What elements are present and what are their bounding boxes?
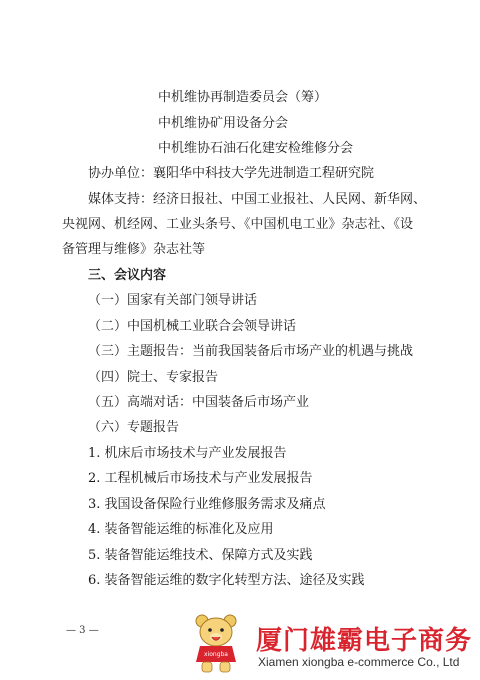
topic-item-6: 6. 装备智能运维的数字化转型方法、途径及实践 <box>88 573 365 588</box>
agenda-item-6: （六）专题报告 <box>88 420 180 435</box>
company-name-cn: 厦门雄霸电子商务 <box>256 626 473 656</box>
agenda-item-2: （二）中国机械工业联合会领导讲话 <box>88 319 297 334</box>
bear-mascot-logo <box>190 612 242 674</box>
agenda-item-5: （五）高端对话：中国装备后市场产业 <box>88 395 310 410</box>
topic-item-5: 5. 装备智能运维技术、保障方式及实践 <box>88 548 313 563</box>
topic-item-4: 4. 装备智能运维的标准化及应用 <box>88 522 274 537</box>
page-number: — 3 — <box>66 625 99 636</box>
company-name-en: Xiamen xiongba e-commerce Co., Ltd <box>258 655 460 669</box>
organizer-line-1: 中机维协再制造委员会（筹） <box>158 90 328 105</box>
agenda-item-4: （四）院士、专家报告 <box>88 370 219 385</box>
media-line-3: 备管理与维修》杂志社等 <box>62 242 206 257</box>
topic-item-3: 3. 我国设备保险行业维修服务需求及痛点 <box>88 497 326 512</box>
media-line-2: 央视网、机经网、工业头条号、《中国机电工业》杂志社、《设 <box>62 217 414 232</box>
mascot-shirt-text: xiongba <box>204 651 228 658</box>
organizer-line-2: 中机维协矿用设备分会 <box>158 116 289 131</box>
organizer-line-3: 中机维协石油石化建安检维修分会 <box>158 141 354 156</box>
section-title: 三、会议内容 <box>88 268 167 283</box>
topic-item-2: 2. 工程机械后市场技术与产业发展报告 <box>88 471 313 486</box>
topic-item-1: 1. 机床后市场技术与产业发展报告 <box>88 446 287 461</box>
co-organizer-line: 协办单位：襄阳华中科技大学先进制造工程研究院 <box>88 166 375 181</box>
media-line-1: 媒体支持：经济日报社、中国工业报社、人民网、新华网、 <box>88 192 427 207</box>
agenda-item-1: （一）国家有关部门领导讲话 <box>88 293 258 308</box>
agenda-item-3: （三）主题报告：当前我国装备后市场产业的机遇与挑战 <box>88 344 414 359</box>
